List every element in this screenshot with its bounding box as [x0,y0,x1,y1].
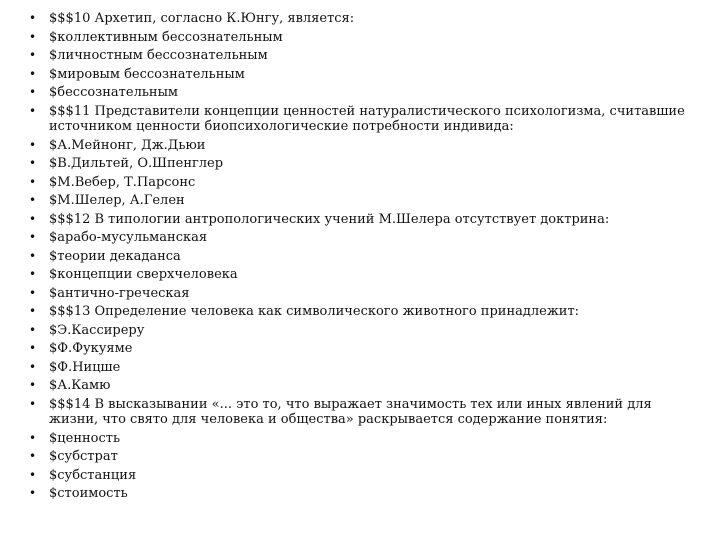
list-item-text: $коллективным бессознательным [49,29,283,45]
bullet-icon: • [29,174,37,189]
list-item-text: $субстанция [49,467,137,483]
bullet-icon: • [29,378,37,392]
bullet-icon: • [29,396,37,411]
bullet-icon: • [29,341,37,355]
bullet-icon: • [29,359,37,374]
bullet-icon: • [29,467,37,482]
list-item [0,378,720,394]
list-item [0,397,720,428]
list-item [0,11,720,27]
list-item [0,486,720,502]
bullet-icon: • [29,449,37,463]
list-item-text: $$$12 В типологии антропологических учений М.Шелера отсутствует доктрина: [49,211,610,227]
bullet-icon: • [29,29,37,44]
bullet-icon: • [29,103,37,118]
list-item-text: $субстрат [49,449,118,464]
list-item-text: $М.Шелер, А.Гелен [49,193,185,208]
bullet-icon: • [29,285,37,300]
list-item-text: $Э.Кассиреру [49,322,145,338]
list-item-text: $стоимость [49,486,128,501]
list-item [0,286,720,302]
list-item [0,104,720,135]
list-item-text: $М.Вебер, Т.Парсонс [49,174,196,190]
list-item [0,304,720,320]
list-item-text: $А.Мейнонг, Дж.Дьюи [49,137,206,153]
list-item [0,449,720,465]
list-item [0,323,720,339]
list-item-text: $личностным бессознательным [49,48,268,63]
list-item [0,156,720,172]
list-item-text: $$$13 Определение человека как символического животного принадлежит: [49,304,580,319]
bullet-icon: • [29,304,37,318]
list-item [0,85,720,101]
bullet-icon: • [29,211,37,226]
list-item [0,138,720,154]
bullet-icon: • [29,66,37,81]
list-item [0,175,720,191]
list-item [0,360,720,376]
list-item [0,468,720,484]
list-item-text: $арабо-мусульманская [49,230,208,245]
bullet-icon: • [29,193,37,207]
bullet-icon: • [29,430,37,445]
list-item-text: $В.Дильтей, О.Шпенглер [49,156,224,171]
list-item [0,193,720,209]
list-item [0,212,720,228]
list-item-text: $теории декаданса [49,248,181,264]
bullet-icon: • [29,48,37,62]
bullet-icon: • [29,486,37,500]
list-item [0,267,720,283]
bullet-icon: • [29,230,37,244]
list-item-text: $А.Камю [49,378,111,393]
list-item [0,30,720,46]
test-question-list [0,11,720,505]
bullet-icon: • [29,248,37,263]
list-item [0,341,720,357]
bullet-icon: • [29,137,37,152]
list-item-text: $$$14 В высказывании «... это то, что выражает значимость тех или иных явлений для жизни, что свято для человека и общества» раскрывается содержание понятия: [49,396,652,427]
list-item [0,67,720,83]
list-item-text: $мировым бессознательным [49,66,245,82]
list-item-text: $ценность [49,430,121,446]
list-item-text: $Ф.Ницше [49,359,121,375]
list-item-text: $бессознательным [49,85,179,100]
list-item [0,230,720,246]
list-item-text: $Ф.Фукуяме [49,341,133,356]
list-item [0,48,720,64]
bullet-icon: • [29,11,37,25]
list-item-text: $$$10 Архетип, согласно К.Юнгу, является: [49,11,355,26]
list-item-text: $антично-греческая [49,285,190,301]
bullet-icon: • [29,322,37,337]
bullet-icon: • [29,156,37,170]
list-item [0,431,720,447]
bullet-icon: • [29,85,37,99]
list-item [0,249,720,265]
bullet-icon: • [29,267,37,281]
list-item-text: $$$11 Представители концепции ценностей натуралистического психологизма, считавшие источником ценности биопсихологические потребности индивида: [49,103,685,134]
list-item-text: $концепции сверхчеловека [49,267,238,282]
